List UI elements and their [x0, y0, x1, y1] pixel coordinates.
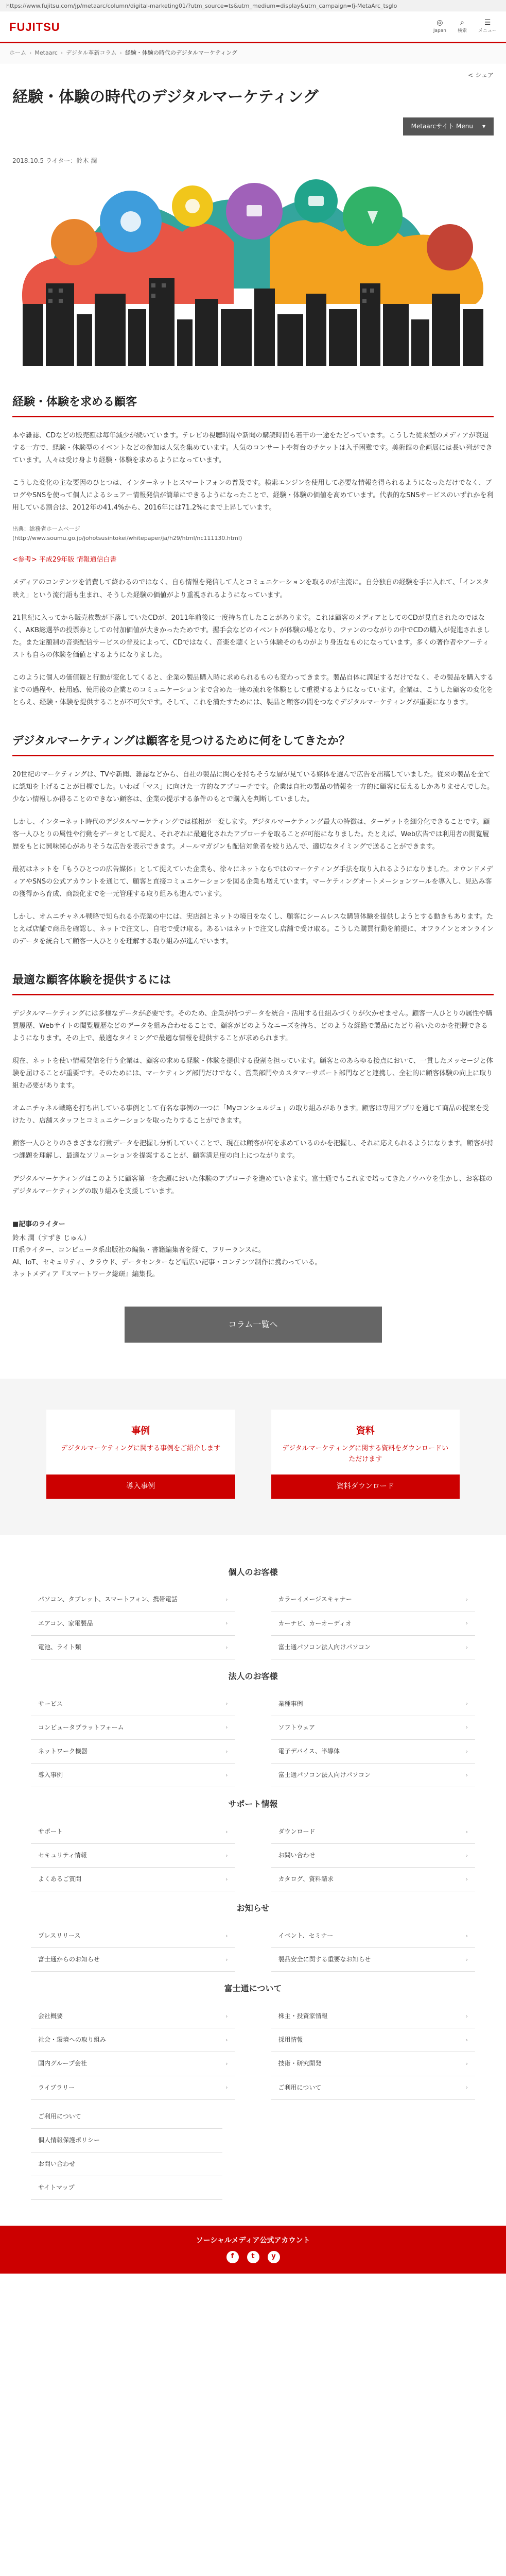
footer-link[interactable]	[31, 1764, 235, 1787]
globe-button[interactable]	[433, 19, 446, 35]
chevron-right-icon: ›	[225, 1620, 228, 1627]
search-icon: ⌕	[460, 19, 464, 27]
footer-link[interactable]	[271, 1716, 476, 1740]
footer-link-label: イベント、セミナー	[278, 1932, 334, 1939]
twitter-icon[interactable]: t	[247, 2251, 259, 2263]
chevron-right-icon: ›	[225, 1643, 228, 1651]
chevron-right-icon: ›	[465, 1724, 468, 1731]
facebook-icon[interactable]: f	[226, 2251, 239, 2263]
fujitsu-logo[interactable]: FUJITSU	[9, 20, 60, 33]
chevron-right-icon: ›	[225, 2012, 228, 2020]
paragraph: 顧客一人ひとりのさまざまな行動データを把握し分析していくことで、現在は顧客が何を求めているのかを把握し、それに応えられるようになります。顧客が持つ課題を理解し、最適なソリューションを提案することが、顧客満足度の向上につながります。	[12, 1140, 494, 1160]
bottom-link-label: ご利用について	[38, 2112, 81, 2120]
reference-link[interactable]: <参考> 平成29年版 情報通信白書	[12, 556, 117, 564]
footer-link[interactable]	[31, 2005, 235, 2028]
footer-link-label: よくあるご質問	[38, 1875, 82, 1883]
breadcrumb-separator-icon: ›	[29, 49, 32, 56]
social-title: ソーシャルメディア公式アカウント	[196, 2236, 310, 2245]
author-description: IT系ライター、コンピュータ系出版社の編集・書籍編集者を経て、フリーランスに。	[12, 1246, 265, 1255]
paragraph: こうした変化の主な要因のひとつは、インターネットとスマートフォンの普及です。検索エンジンを使用して必要な情報を得られるようになっただけでなく、ブログやSNSを使って個人によるシェアー情報発信が簡単にできるようになったことで、経験・体験の価値を高めています。代表的なSNSサービスのいずれかを利用している割合は、2012年の41.4%から、2016年には71.2%にまで上昇しています。	[12, 479, 494, 512]
footer-link-grid	[31, 1588, 475, 1659]
breadcrumb-separator-icon: ›	[60, 49, 63, 56]
chevron-right-icon: ›	[465, 1643, 468, 1651]
footer-link-label: 製品安全に関する重要なお知らせ	[278, 1956, 371, 1963]
footer-link-label: 株主・投資家情報	[278, 2012, 328, 2020]
footer-link-grid	[31, 2005, 475, 2100]
footer-link-label: 国内グループ会社	[38, 2060, 88, 2067]
footer-link-grid	[31, 1820, 475, 1892]
footer-link-label: サービス	[38, 1700, 63, 1707]
icon-label: 検索	[457, 28, 467, 34]
footer-link-label: プレスリリース	[38, 1932, 81, 1939]
bottom-link[interactable]	[31, 2153, 222, 2176]
footer-link[interactable]	[31, 1948, 235, 1972]
footer-link[interactable]	[31, 1692, 235, 1716]
card-description[interactable]: デジタルマーケティングに関する事例をご紹介します	[61, 1445, 221, 1453]
chevron-right-icon: ›	[225, 2084, 228, 2091]
chevron-right-icon: ›	[465, 1932, 468, 1939]
bottom-link-label: 個人情報保護ポリシー	[38, 2136, 100, 2144]
footer-section-title: 法人のお客様	[228, 1671, 278, 1681]
footer-link-label: カラーイメージスキャナー	[278, 1596, 352, 1603]
author-name: 鈴木 潤（すずき じゅん）	[12, 1234, 91, 1242]
footer-link[interactable]	[271, 1820, 476, 1844]
paragraph: 20世紀のマーケティングは、TVや新聞、雑誌などから、自社の製品に関心を持ちそうな層が見ている媒体を選んで広告を出稿していました。従来の製品を全てに認知を上げることが目標でした。いわば「マス」に向けた一方的なアプローチです。企業は自社の製品の情報を一方的に顧客に伝えるしかありませんでした。少ない情報しか得ることのできない顧客は、企業の提示する条件のもとで購入を判断していました。	[12, 770, 494, 803]
section-heading: デジタルマーケティングは顧客を見つけるために何をしてきたか？	[12, 734, 494, 756]
author-heading: ■記事のライター	[12, 1220, 65, 1228]
footer-link-grid	[31, 1692, 475, 1788]
footer-link[interactable]	[31, 2028, 235, 2052]
footer-link[interactable]	[271, 2076, 476, 2100]
bottom-link-label: お問い合わせ	[38, 2160, 76, 2168]
chevron-right-icon: ›	[225, 1876, 228, 1883]
footer-link-label: 導入事例	[38, 1771, 63, 1779]
chevron-right-icon: ›	[465, 1828, 468, 1835]
footer-link[interactable]	[271, 1636, 476, 1659]
chevron-right-icon: ›	[225, 1852, 228, 1859]
footer-link[interactable]	[271, 1924, 476, 1948]
footer-link[interactable]	[31, 1820, 235, 1844]
footer-link[interactable]	[271, 1612, 476, 1636]
search-button[interactable]	[458, 19, 467, 35]
bottom-link-label: サイトマップ	[38, 2184, 75, 2192]
section-3	[12, 973, 494, 1197]
site-header	[0, 11, 506, 43]
footer-link-label: カタログ、資料請求	[278, 1875, 334, 1883]
footer-link[interactable]	[271, 1764, 476, 1787]
header-accent-line	[0, 42, 506, 43]
footer-link-label: パソコン、タブレット、スマートフォン、携帯電話	[38, 1596, 178, 1603]
author-description: ネットメディア『スマートワーク総研』編集長。	[12, 1270, 159, 1279]
footer-link[interactable]	[271, 1740, 476, 1764]
breadcrumb-item[interactable]: Metaarc	[34, 49, 58, 56]
footer-section-title: 富士通について	[224, 1984, 282, 1994]
footer-link[interactable]	[271, 1948, 476, 1972]
reference-source: 出典：総務省ホームページ	[12, 526, 80, 533]
hero-illustration	[12, 175, 494, 366]
breadcrumb-item[interactable]: ホーム	[9, 49, 26, 56]
footer-link-label: エアコン、家電製品	[38, 1619, 93, 1627]
reference-url: (http://www.soumu.go.jp/johotsusintokei/whitepaper/ja/h29/html/nc111130.html)	[12, 534, 242, 541]
chevron-right-icon: ›	[465, 1956, 468, 1963]
bottom-link[interactable]	[31, 2176, 222, 2200]
paragraph: このように個人の価値観と行動が変化してくると、企業の製品購入時に求められるものも変わってきます。製品自体に満足するだけでなく、その製品を購入するまでの過程や、使用感、使用後の企業とのコミュニケーションまで含めた一連の流れを体験として重視するようになっています。企業は、こうした顧客の変化をとらえ、経験・体験を提供することが不可欠です。そして、これを満たすためには、製品と顧客の間をつなぐデジタルマーケティングが重要になります。	[12, 673, 494, 706]
footer-link-label: ご利用について	[278, 2083, 322, 2091]
chevron-right-icon: ›	[465, 1748, 468, 1755]
footer-link[interactable]	[31, 1612, 235, 1636]
section-2	[12, 734, 494, 948]
chevron-right-icon: ›	[465, 1700, 468, 1707]
footer-navigation	[0, 1535, 506, 2105]
chevron-right-icon: ›	[465, 1876, 468, 1883]
footer-link-label: 電子デバイス、半導体	[278, 1747, 340, 1755]
chevron-right-icon: ›	[465, 2012, 468, 2020]
section-heading: 経験・体験を求める顧客	[12, 395, 494, 417]
author-info	[12, 1218, 494, 1281]
browser-url-bar[interactable]: https://www.fujitsu.com/jp/metaarc/column/digital-marketing01/?utm_source=ts&utm_medium=display&utm_campaign=fj-MetaArc_tsglo	[0, 0, 506, 11]
chevron-right-icon: ›	[225, 1596, 228, 1603]
footer-link-label: ダウンロード	[278, 1827, 316, 1835]
footer-link-label: 富士通パソコン法人向けパソコン	[278, 1643, 371, 1651]
page-title: 経験・体験の時代のデジタルマーケティング	[12, 88, 319, 106]
footer-link-label: 富士通パソコン法人向けパソコン	[278, 1771, 371, 1779]
youtube-icon[interactable]: y	[268, 2251, 280, 2263]
footer-link-label: 電池、ライト類	[38, 1643, 81, 1651]
footer-link[interactable]	[271, 2028, 476, 2052]
share-label: シェア	[475, 71, 494, 79]
chevron-right-icon: ›	[225, 1771, 228, 1778]
footer-link[interactable]	[31, 1844, 235, 1868]
case-study-card	[46, 1410, 235, 1499]
footer-link-label: お問い合わせ	[278, 1852, 316, 1859]
footer-link[interactable]	[271, 2052, 476, 2076]
footer-link-label: セキュリティ情報	[38, 1852, 87, 1859]
breadcrumb	[0, 43, 506, 63]
chevron-right-icon: ›	[225, 1724, 228, 1731]
chevron-right-icon: ›	[225, 1932, 228, 1939]
bottom-link[interactable]	[31, 2129, 222, 2153]
chevron-right-icon: ›	[225, 2036, 228, 2043]
paragraph: 21世紀に入ってから販売枚数が下落していたCDが、2011年前後に一度持ち直したことがあります。これは顧客のメディアとしてのCDが見直されたのではなく、AKB総選挙の投票券としての付加価値が大きかったためです。握手会などのイベントが体験の場となり、ファンのつながりの中でCDの購入が促進されました。また定額制の音楽配信サービスの普及によって、CDではなく、音楽を聴くという体験そのものがより身近なものになっています。多くの著作者やアーティストも自らの体験を価値とするようになりました。	[12, 614, 490, 659]
footer-section-title: 個人のお客様	[228, 1567, 278, 1577]
chevron-right-icon: ›	[225, 1748, 228, 1755]
cta-cards	[0, 1379, 506, 1535]
chevron-right-icon: ›	[465, 2084, 468, 2091]
author-description: AI、IoT、セキュリティ、クラウド、データセンターなど幅広い記事・コンテンツ制作に携わっている。	[12, 1258, 322, 1266]
chevron-right-icon: ›	[465, 1771, 468, 1778]
chevron-right-icon: ›	[225, 1828, 228, 1835]
chevron-right-icon: ›	[465, 2060, 468, 2067]
document-download-button[interactable]: 資料ダウンロード	[271, 1475, 460, 1498]
header-actions	[433, 19, 497, 35]
chevron-right-icon: ›	[465, 1620, 468, 1627]
card-title: 事例	[131, 1425, 150, 1436]
paragraph: オムニチャネル戦略を打ち出している事例として有名な事例の一つに「Myコンシェルジュ」の取り組みがあります。顧客は専用アプリを通じて商品の提案を受けたり、店舗スタッフとコミュニケーションを取ったりすることができます。	[12, 1105, 489, 1125]
paragraph: 現在、ネットを使い情報発信を行う企業は、顧客の求める経験・体験を提供する役割を担っています。顧客とのあらゆる接点において、一貫したメッセージと体験を届けることが重要です。そのためには、マーケティング部門だけでなく、営業部門やカスタマーサポート部門などと連携し、全社的に顧客体験の向上に取り組む必要があります。	[12, 1057, 493, 1090]
breadcrumb-separator-icon: ›	[119, 49, 122, 56]
chevron-right-icon: ›	[225, 1700, 228, 1707]
footer-link[interactable]	[271, 1588, 476, 1612]
footer-link[interactable]	[271, 2005, 476, 2028]
chevron-right-icon: ›	[465, 1852, 468, 1859]
paragraph: メディアのコンテンツを消費して終わるのではなく、自ら情報を発信して人とコミュニケーションを取るのが主流に。自分独自の経験を手に入れて、「インスタ映え」という流行語も生まれ、そうした経験の価値がより重視されるようになっています。	[12, 579, 490, 599]
chevron-right-icon: ›	[225, 2060, 228, 2067]
documents-card	[271, 1410, 460, 1499]
footer-link[interactable]	[271, 1844, 476, 1868]
menu-button[interactable]	[478, 19, 497, 35]
footer-link-label: ライブラリー	[38, 2083, 75, 2091]
breadcrumb-item[interactable]: デジタル革新コラム	[66, 49, 117, 56]
footer-bottom-links	[0, 2105, 253, 2226]
footer-link[interactable]	[31, 2076, 235, 2100]
icon-label: Japan	[433, 28, 446, 34]
footer-link-label: サポート	[38, 1827, 63, 1835]
social-icons	[0, 2251, 506, 2263]
globe-icon: ◎	[437, 19, 443, 27]
column-list-button[interactable]: コラム一覧へ	[125, 1307, 382, 1343]
card-description[interactable]: デジタルマーケティングに関する資料をダウンロードいただけます	[282, 1445, 449, 1464]
menu-icon: ☰	[484, 19, 491, 27]
chevron-right-icon: ›	[465, 1596, 468, 1603]
card-title: 資料	[356, 1425, 375, 1436]
footer-link-label: ソフトウェア	[278, 1723, 316, 1731]
main-content	[0, 63, 506, 1343]
footer-link-label: 採用情報	[278, 2036, 303, 2044]
footer-link-grid	[31, 1924, 475, 1972]
article-meta: 2018.10.5 ライター：鈴木 潤	[12, 157, 97, 164]
paragraph: デジタルマーケティングには多様なデータが必要です。そのため、企業が持つデータを統合・活用する仕組みづくりが欠かせません。顧客一人ひとりの属性や購買履歴、Webサイトの閲覧履歴などのデータを組み合わせることで、顧客がどのようなニーズを持ち、どのような経路で製品にたどり着いたのかを把握できるようになります。その上で、最適なタイミングで最適な情報を提供することが求められます。	[12, 1010, 493, 1043]
footer-link[interactable]	[31, 2052, 235, 2076]
chevron-right-icon: ›	[465, 2036, 468, 2043]
chevron-down-icon: ▾	[482, 122, 485, 130]
footer-link-label: カーナビ、カーオーディオ	[278, 1619, 352, 1627]
footer-link[interactable]	[31, 1924, 235, 1948]
city-speech-bubbles-illustration	[12, 175, 494, 366]
section-1	[12, 395, 494, 709]
paragraph: 本や雑誌、CDなどの販売額は毎年減少が続いています。テレビの視聴時間や新聞の購読時間も若干の一途をたどっています。こうした従来型のメディアが衰退する一方で、経験・体験型のイベントなどの参加は人気を集めています。人気のコンサートや舞台のチケットは入手困難です。美術館の企画展には長い列ができています。人々は受け身より経験・体験を求めるようになっています。	[12, 431, 493, 465]
section-heading: 最適な顧客体験を提供するには	[12, 973, 494, 995]
footer-link-label: 会社概要	[38, 2012, 63, 2020]
chevron-right-icon: ›	[225, 1956, 228, 1963]
footer-link[interactable]	[31, 1716, 235, 1740]
case-study-button[interactable]: 導入事例	[46, 1475, 235, 1498]
footer-link[interactable]	[271, 1868, 476, 1891]
footer-link[interactable]	[31, 1588, 235, 1612]
footer-link-label: ネットワーク機器	[38, 1747, 88, 1755]
social-media-bar	[0, 2226, 506, 2273]
paragraph: デジタルマーケティングはこのように顧客第一を念頭においた体験のアプローチを進めていきます。富士通でもこれまで培ってきたノウハウを生かし、お客様のデジタルマーケティングの取り組みを支援しています。	[12, 1175, 493, 1195]
footer-section-title: サポート情報	[228, 1799, 278, 1809]
footer-link-label: 業種事例	[278, 1700, 303, 1707]
footer-link-label: 社会・環境への取り組み	[38, 2036, 107, 2044]
share-icon: <	[468, 71, 474, 79]
site-menu-button[interactable]	[403, 117, 494, 135]
footer-link[interactable]	[31, 1636, 235, 1659]
footer-link[interactable]	[31, 1868, 235, 1891]
paragraph: 最初はネットを「もうひとつの広告媒体」として捉えていた企業も、徐々にネットならではのマーケティング手法を取り入れるようになりました。オウンドメディアやSNSの公式アカウントを通じて、顧客と直接コミュニケーションを図る企業も増えています。マーケティングオートメーションツールを導入し、見込み客の獲得から育成、商談化までを一元管理する取り組みも進んでいます。	[12, 865, 493, 899]
footer-section-title: お知らせ	[236, 1903, 270, 1913]
paragraph: しかし、オムニチャネル戦略で知られる小売業の中には、実店舗とネットの境目をなくし、顧客にシームレスな購買体験を提供しようとする動きもあります。たとえば店舗で商品を確認し、ネットで注文し、自宅で受け取る。あるいはネットで注文し店舗で受け取る。こうした購買行動を前提に、オフラインとオンラインのデータを統合して顧客一人ひとりを理解する取り組みが進んでいます。	[12, 913, 494, 946]
site-menu-label: Metaarcサイト Menu	[411, 122, 473, 130]
footer-link[interactable]	[31, 1740, 235, 1764]
breadcrumb-item: 経験・体験の時代のデジタルマーケティング	[125, 49, 237, 56]
icon-label: メニュー	[478, 28, 497, 34]
footer-link-label: 富士通からのお知らせ	[38, 1956, 100, 1963]
bottom-link[interactable]	[31, 2105, 222, 2129]
footer-link[interactable]	[271, 1692, 476, 1716]
footer-link-label: コンピュータプラットフォーム	[38, 1723, 124, 1731]
paragraph: しかし、インターネット時代のデジタルマーケティングでは様相が一変します。デジタルマーケティング最大の特徴は、ターゲットを細分化できることです。顧客一人ひとりの属性や行動をデータとして捉え、それぞれに最適化されたアプローチを取ることが可能になりました。たとえば、Web広告では利用者の閲覧履歴をもとに興味関心がありそうな広告を表示できます。メールマガジンも配信対象者を絞り込んで、適切なタイミングで送ることができます。	[12, 818, 490, 851]
footer-link-label: 技術・研究開発	[278, 2060, 322, 2067]
share-button[interactable]	[12, 63, 494, 82]
